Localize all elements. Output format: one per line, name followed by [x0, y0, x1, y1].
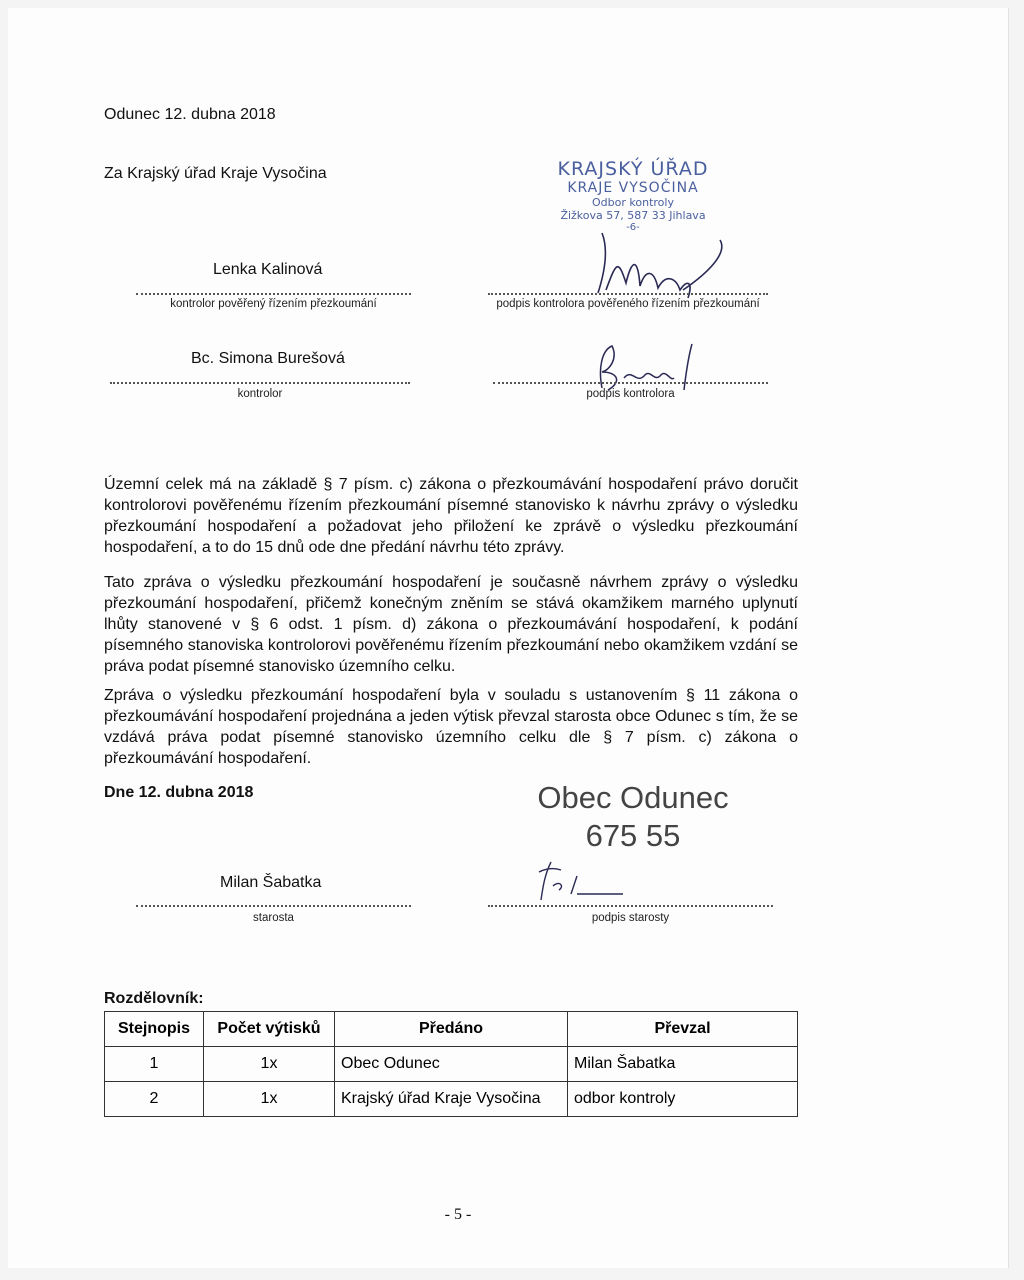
signer-1-line [136, 293, 411, 295]
cell-handed: Obec Odunec [335, 1047, 568, 1082]
paragraph-2: Tato zpráva o výsledku přezkoumání hospodaření je současně návrhem zprávy o výsledku přezkoumání hospodaření, přičemž konečným zněním se stává okamžikem marného uplynutí lhůty stanovené v § 6 odst. 1 písm. d) zákona o přezkoumávání hospodaření, k podání písemného stanoviska kontrolorovi pověřenému řízením přezkoumání nebo okamžikem vzdání se práva podat písemné stanovisko územního celku. [104, 574, 798, 675]
header-handed: Předáno [335, 1012, 568, 1047]
signer-2-name: Bc. Simona Burešová [191, 350, 345, 367]
place-date: Odunec 12. dubna 2018 [104, 106, 276, 123]
date-line: Dne 12. dubna 2018 [104, 784, 254, 801]
cell-count: 1x [204, 1047, 335, 1082]
mayor-role: starosta [253, 912, 294, 924]
for-office: Za Krajský úřad Kraje Vysočina [104, 165, 327, 182]
cell-copy: 2 [105, 1082, 204, 1117]
document-page [8, 8, 1009, 1268]
signature-2-line [493, 382, 768, 384]
signer-1-name: Lenka Kalinová [213, 261, 323, 278]
mayor-line [136, 905, 411, 907]
office-stamp [528, 158, 738, 233]
signer-1-role: kontrolor pověřený řízením přezkoumání [170, 298, 377, 310]
municipality-stamp-name: Obec Odunec [537, 780, 729, 815]
paragraph-3: Zpráva o výsledku přezkoumání hospodaření byla v souladu s ustanovením § 11 zákona o přezkoumávání hospodaření projednána a jeden výtisk převzal starosta obce Odunec s tím, že se vzdává práva podat písemné stanovisko územního celku dle § 7 písm. c) zákona o přezkoumávání hospodaření. [104, 687, 798, 767]
municipality-stamp-zip: 675 55 [585, 818, 681, 853]
signature-2-image [588, 338, 708, 393]
signature-1-line [488, 293, 768, 295]
paragraph-1: Územní celek má na základě § 7 písm. c) zákona o přezkoumávání hospodaření právo doručit kontrolorovi pověřenému řízením přezkoumání písemné stanovisko k návrhu zprávy o výsledku přezkoumání hospodaření a požadovat jeho přiložení ke zprávě o výsledku přezkoumání hospodaření, a to do 15 dnů ode dne předání návrhu této zprávy. [104, 476, 798, 556]
header-copy: Stejnopis [105, 1012, 204, 1047]
table-row [105, 1082, 798, 1117]
stamp-line-3: Odbor kontroly [592, 196, 674, 209]
cell-count: 1x [204, 1082, 335, 1117]
table-header-row [105, 1012, 798, 1047]
signature-2-label: podpis kontrolora [586, 388, 675, 400]
cell-received: odbor kontroly [568, 1082, 798, 1117]
signer-2-role: kontrolor [237, 388, 283, 400]
signature-1-image [588, 228, 738, 303]
distribution-table [104, 1011, 798, 1117]
cell-received: Milan Šabatka [568, 1047, 798, 1082]
mayor-signature-line [488, 905, 773, 907]
page-number: - 5 - [444, 1206, 472, 1223]
mayor-name: Milan Šabatka [220, 874, 322, 891]
header-count: Počet výtisků [204, 1012, 335, 1047]
mayor-signature-image [533, 856, 628, 904]
cell-handed: Krajský úřad Kraje Vysočina [335, 1082, 568, 1117]
cell-copy: 1 [105, 1047, 204, 1082]
signature-1-label: podpis kontrolora pověřeného řízením přezkoumání [496, 298, 760, 310]
stamp-line-5: -6- [626, 222, 640, 233]
mayor-signature-label: podpis starosty [591, 912, 670, 924]
signer-2-line [110, 382, 410, 384]
header-received: Převzal [568, 1012, 798, 1047]
stamp-line-1: KRAJSKÝ ÚŘAD [557, 158, 709, 180]
municipality-stamp [513, 780, 753, 854]
distribution-title: Rozdělovník: [104, 990, 204, 1007]
table-row [105, 1047, 798, 1082]
stamp-line-2: KRAJE VYSOČINA [567, 180, 699, 196]
stamp-line-4: Žižkova 57, 587 33 Jihlava [560, 209, 706, 222]
